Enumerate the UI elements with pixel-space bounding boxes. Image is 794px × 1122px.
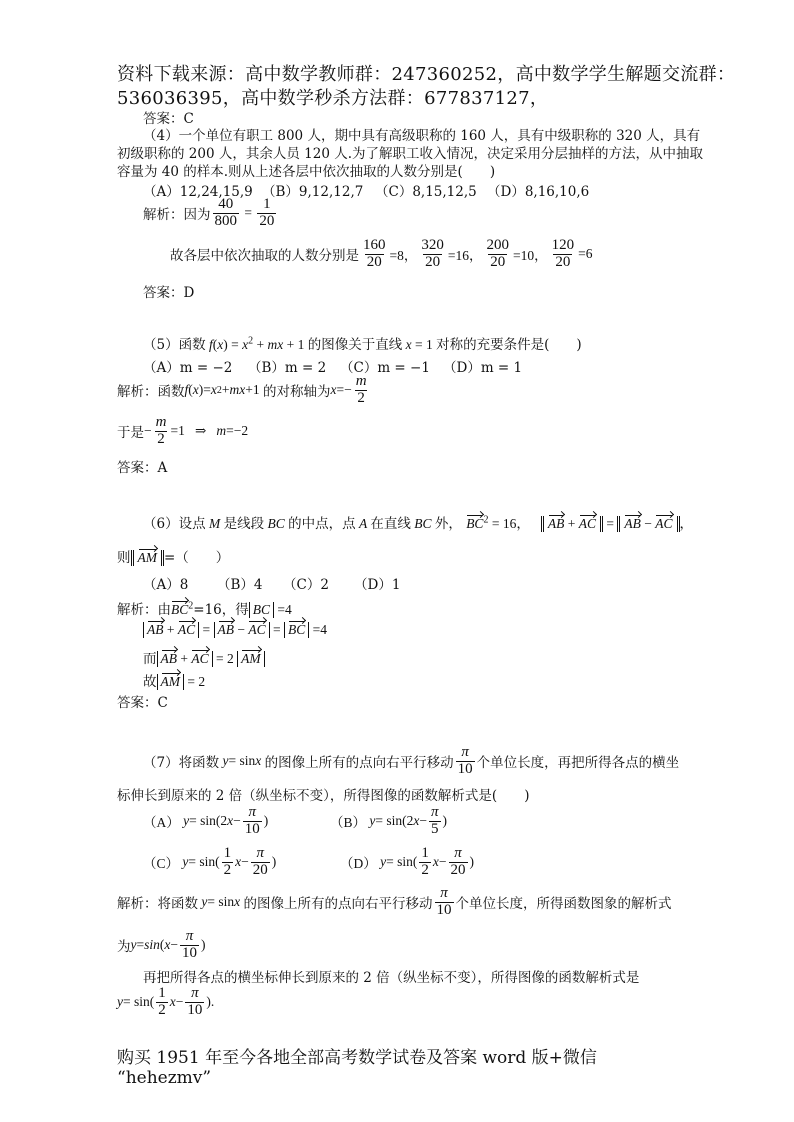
q5-option-b: （B）m = 2 — [248, 360, 327, 376]
q4-option-a: （A）12,24,15,9 — [143, 184, 253, 200]
q5-stem: （5）函数 $f(x) = x^2$ + mx + 1 的图像关于直线 x = 1 对称的充要条件是( ) — [143, 335, 582, 353]
q6-option-d: （D）1 — [354, 577, 401, 593]
q5-answer: 答案：A — [117, 460, 168, 476]
q5-option-a: （A）m = −2 — [143, 360, 233, 376]
q7-solution-line-4: y = sin( $\frac{1}{2}$ x − $\frac{\pi}{10}$ ). — [117, 985, 215, 1018]
q6-solution-line-3: 而 AB + AC = 2 AM — [143, 647, 265, 667]
q6-solution-line-4: 故 AM = 2 — [143, 674, 206, 690]
footer-line-2: “hehezmv” — [117, 1068, 212, 1088]
q4-option-b: （B）9,12,12,7 — [262, 184, 364, 200]
q6-solution-line-2: AB + AC = AB − AC = BC =4 — [143, 622, 327, 638]
q4-answer: 答案：D — [143, 285, 195, 301]
q7-option-d: （D） y = sin( $\frac{1}{2}$ x − $\frac{\pi}{20}$ ) — [340, 845, 474, 878]
q6-option-b: （B）4 — [217, 577, 263, 593]
header-line-1: 资料下载来源：高中数学教师群：247360252，高中数学学生解题交流群： — [117, 64, 736, 85]
fraction: $\frac{40}{800}$ — [214, 196, 237, 229]
q5-option-c: （C）m = −1 — [340, 360, 430, 376]
q4-stem-line-2: 初级职称的 200 人，其余人员 120 人.为了解职工收入情况，决定采用分层抽样的方法，从中抽取 — [117, 146, 703, 162]
q4-stem-line-3: 容量为 40 的样本.则从上述各层中依次抽取的人数分别是( ) — [117, 164, 496, 180]
q4-solution2-prefix: 故各层中依次抽取的人数分别是 — [170, 248, 359, 265]
q4-solution-line-2: 故各层中依次抽取的人数分别是 $\frac{160}{20}$ =8， $\frac{320}{20}$ =16， $\frac{200}{20}$ =10， $\frac{120}{20}$ =6 — [170, 237, 593, 270]
q7-solution-line-3: 再把所得各点的横坐标伸长到原来的 2 倍（纵坐标不变），所得图像的函数解析式是 — [143, 970, 640, 986]
q5-solution-line-2: 于是 − $\frac{m}{2}$ =1 ⇒ m =−2 — [117, 414, 249, 447]
header-line-2: 536036395，高中数学秒杀方法群：677837127， — [117, 88, 549, 109]
q7-option-c: （C） y = sin( $\frac{1}{2}$ x − $\frac{\pi}{20}$ ) — [143, 845, 277, 878]
footer-line-1: 购买 1951 年至今各地全部高考数学试卷及答案 word 版+微信 — [117, 1048, 597, 1068]
q5-solution-line-1: 解析：函数 f ( x )= x 2 + mx +1 的对称轴为 x =− $\frac{m}{2}$ — [117, 373, 367, 406]
q6-stem-line-2: 则 AM =（ ） — [117, 550, 230, 566]
q7-option-a: （A） y = sin(2 x − $\frac{\pi}{10}$ ) — [143, 804, 269, 837]
q4-stem-line-1: （4）一个单位有职工 800 人，期中具有高级职称的 160 人，具有中级职称的 320 人，具有 — [143, 128, 701, 144]
q4-solution-line-1: 解析：因为 $\frac{40}{800}$ = $\frac{1}{20}$ — [143, 196, 275, 229]
q7-stem-line-2: 标伸长到原来的 2 倍（纵坐标不变），所得图像的函数解析式是( ) — [117, 788, 530, 804]
fraction: $\frac{1}{20}$ — [259, 196, 275, 229]
q6-option-c: （C）2 — [283, 577, 329, 593]
q7-stem-line-1: （7）将函数 y = sin x 的图像上所有的点向右平行移动 $\frac{\pi}{10}$ 个单位长度，再把所得各点的横坐 — [143, 744, 680, 777]
q4-option-d: （D）8,16,10,6 — [487, 184, 590, 200]
q4-solution-prefix: 解析：因为 — [143, 207, 211, 224]
q7-solution-line-1: 解析：将函数 y = sin x 的图像上所有的点向右平行移动 $\frac{\pi}{10}$ 个单位长度，所得函数图象的解析式 — [117, 885, 672, 918]
q6-answer: 答案：C — [117, 695, 168, 711]
q6-stem-line-1: （6）设点 M 是线段 BC 的中点，点 A 在直线 BC 外， $BC^2 = 16$， AB + AC = AB − AC ， — [143, 514, 694, 532]
q6-option-a: （A）8 — [143, 577, 189, 593]
q3-answer: 答案：C — [143, 111, 194, 127]
q7-option-b: （B） y = sin(2 x − $\frac{\pi}{5}$ ) — [330, 804, 448, 837]
q7-solution-line-2: 为 y = sin ( x − $\frac{\pi}{10}$ ) — [117, 928, 206, 961]
q6-solution-line-1: 解析：由$BC^2=16$，得 BC =4 — [117, 600, 292, 618]
q4-option-c: （C）8,15,12,5 — [375, 184, 477, 200]
q5-option-d: （D）m = 1 — [443, 360, 523, 376]
